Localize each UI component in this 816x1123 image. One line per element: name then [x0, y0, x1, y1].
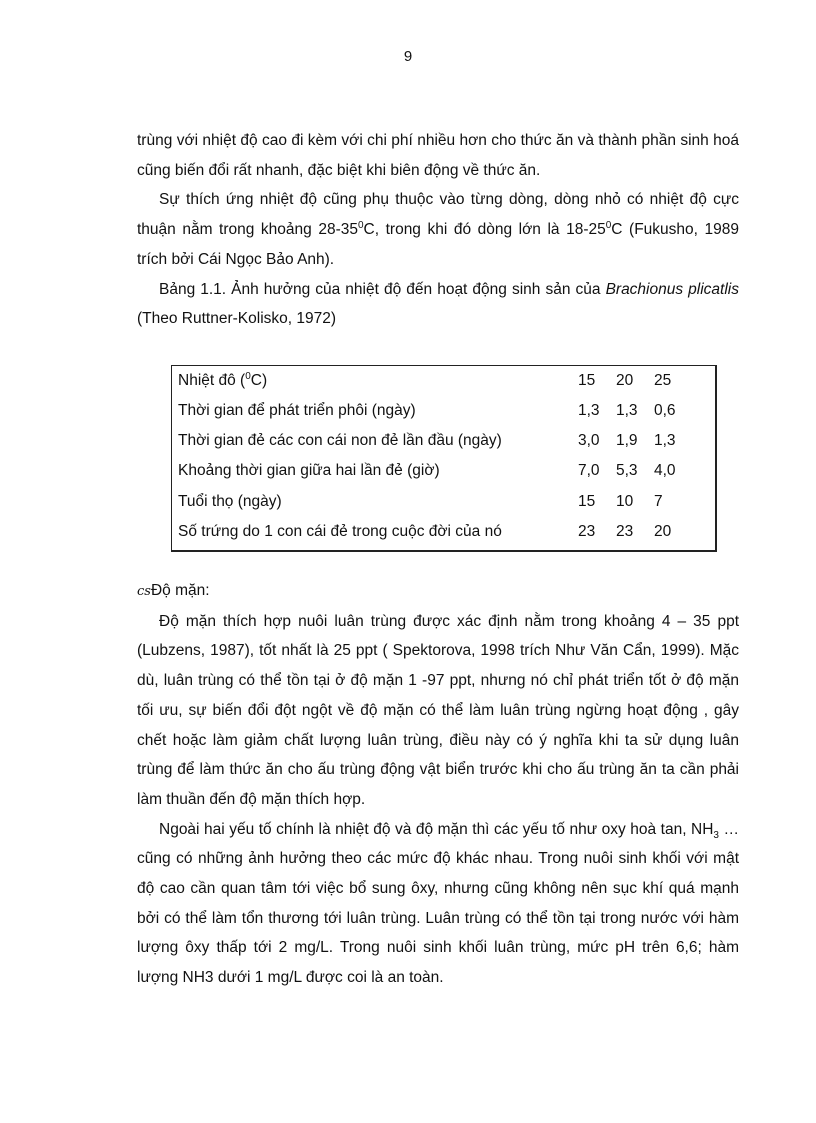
table-row: [172, 517, 715, 547]
salinity-heading: [137, 576, 739, 607]
table-row-values: [578, 517, 692, 547]
table-row-label: Khoảng thời gian giữa hai lần đẻ (giờ): [178, 462, 440, 480]
table-cell: 7,0: [578, 462, 600, 480]
heading-text: Độ mặn:: [150, 582, 210, 600]
bullet-icon: cs: [137, 584, 151, 600]
table-caption: [137, 275, 739, 334]
paragraph-text: Ngoài hai yếu tố chính là nhiệt độ và độ mặn thì các yếu tố như oxy hoà tan, NH: [159, 820, 714, 838]
table-cell: 1,3: [654, 432, 676, 450]
table-row-values: [578, 396, 692, 426]
table-cell: 20: [654, 522, 672, 540]
document-body: [137, 126, 739, 993]
table-cell: 7: [654, 492, 663, 510]
table-row: [172, 456, 715, 486]
table-cell: 5,3: [616, 462, 638, 480]
paragraph-text: C (Fukusho, 1989 trích bởi Cái Ngọc Bảo Anh).: [137, 221, 739, 268]
temperature-table: [171, 365, 717, 552]
table-cell: 1,3: [578, 402, 600, 420]
label-text: Nhiệt đô (: [178, 371, 246, 389]
table-row: [172, 396, 715, 426]
page-number: 9: [403, 48, 413, 65]
paragraph-other-factors: [137, 815, 739, 993]
table-row: [172, 487, 715, 517]
table-cell: 25: [654, 371, 672, 389]
table-row: [172, 366, 715, 396]
table-cell: 15: [578, 371, 596, 389]
paragraph-continuation: trùng với nhiệt độ cao đi kèm với chi phí nhiều hơn cho thức ăn và thành phần sinh hoá cũng biến đổi rất nhanh, đặc biệt khi biên động về thức ăn.: [137, 132, 739, 179]
table-row-label: Thời gian để phát triển phôi (ngày): [178, 402, 416, 420]
paragraph-text: C, trong khi đó dòng lớn là 18-25: [363, 221, 606, 239]
table-row-label: Tuổi thọ (ngày): [178, 492, 282, 510]
table-cell: 3,0: [578, 432, 600, 450]
table-cell: 1,3: [616, 402, 638, 420]
table-cell: 20: [616, 371, 634, 389]
table-row-values: [578, 366, 692, 396]
table-row-values: [578, 487, 692, 517]
caption-source: (Theo Ruttner-Kolisko, 1972): [137, 310, 337, 328]
table-row-label: Số trứng do 1 con cái đẻ trong cuộc đời của nó: [178, 522, 502, 540]
label-text: C): [250, 371, 268, 389]
caption-text: Bảng 1.1. Ảnh hưởng của nhiệt độ đến hoạt động sinh sản của: [159, 280, 606, 298]
table-cell: 23: [578, 522, 596, 540]
table-cell: 10: [616, 492, 634, 510]
table-row-values: [578, 456, 692, 486]
paragraph-text: … cũng có những ảnh hưởng theo các mức độ khác nhau. Trong nuôi sinh khối với mật độ cao cần quan tâm tới việc bổ sung ôxy, nhưng cũng không nên sục khí quá mạnh bởi có thể làm tổn thương tới luân trùng. Luân trùng có thể tồn tại trong nước với hàm lượng ôxy thấp tới 2 mg/L. Trong nuôi sinh khối luân trùng, mức pH trên 6,6; hàm lượng NH3 dưới 1 mg/L được coi là an toàn.: [137, 820, 739, 987]
table-cell: 15: [578, 492, 596, 510]
subscript: 3: [713, 829, 719, 841]
table-row-label: [172, 366, 578, 396]
table-row: [172, 426, 715, 456]
species-name: Brachionus plicatlis: [605, 280, 739, 298]
table-cell: 1,9: [616, 432, 638, 450]
degree-superscript: 0: [245, 370, 251, 382]
paragraph-text: Sự thích ứng nhiệt độ cũng phụ thuộc vào từng dòng, dòng nhỏ có nhiệt độ cực thuận nằm trong khoảng 28-35: [137, 191, 739, 239]
table-cell: 4,0: [654, 462, 676, 480]
table-cell: 0,6: [654, 402, 676, 420]
paragraph-salinity: Độ mặn thích hợp nuôi luân trùng được xác định nằm trong khoảng 4 – 35 ppt (Lubzens, 1987), tốt nhất là 25 ppt ( Spektorova, 1998 trích Như Văn Cẩn, 1999). Mặc dù, luân trùng có thể tồn tại ở độ mặn 1 -97 ppt, nhưng nó chỉ phát triển tốt ở độ mặn tối ưu, sự biến đổi đột ngột về độ mặn có thể làm luân trùng ngừng hoạt động , gây chết hoặc làm giảm chất lượng luân trùng, điều này có ý nghĩa khi ta sử dụng luân trùng để làm thức ăn cho ấu trùng động vật biển trước khi cho ấu trùng ăn ta cần phải làm thuần đến độ mặn thích hợp.: [137, 612, 739, 808]
paragraph-temperature-strains: [137, 185, 739, 274]
table-cell: 23: [616, 522, 634, 540]
degree-superscript: 0: [357, 219, 364, 231]
degree-superscript: 0: [605, 219, 612, 231]
table-row-values: [578, 426, 692, 456]
table-row-label: Thời gian đẻ các con cái non đẻ lần đầu (ngày): [178, 432, 502, 450]
